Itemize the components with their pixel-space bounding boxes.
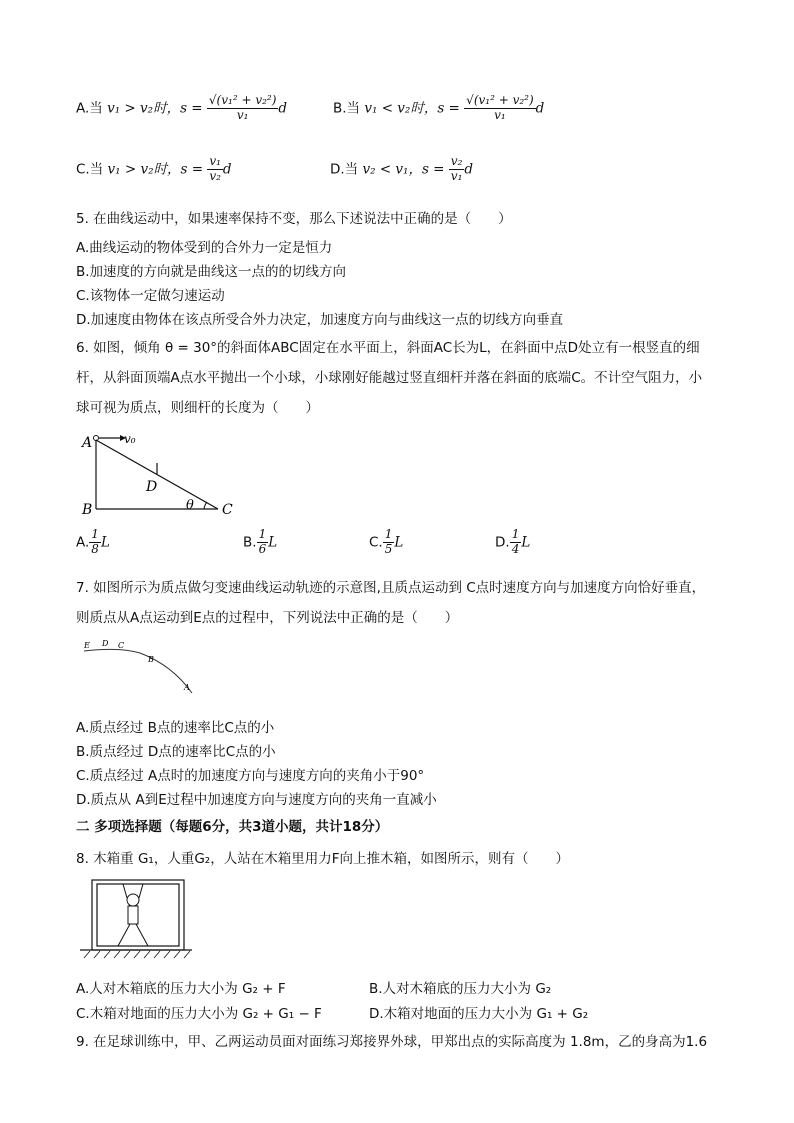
q5-option-b: B.加速度的方向就是曲线这一点的的切线方向 <box>76 264 347 280</box>
traj-label-D: D <box>102 639 109 648</box>
q7-option-b: B.质点经过 D点的速率比C点的小 <box>76 744 276 760</box>
section-heading: 二 多项选择题（每题6分，共3道小题，共计18分） <box>76 819 389 835</box>
q8-option-b: B.人对木箱底的压力大小为 G₂ <box>369 981 552 997</box>
label-v0: v₀ <box>124 432 136 446</box>
q5-stem: 5. 在曲线运动中，如果速率保持不变，那么下述说法中正确的是（ ） <box>76 211 512 227</box>
q8-option-a: A.人对木箱底的压力大小为 G₂ + F <box>76 981 286 997</box>
q6-stem-line1: 6. 如图，倾角 θ = 30°的斜面体ABC固定在水平面上，斜面AC长为L，在斜面中点D处立有一根竖直的细 <box>76 340 700 356</box>
trajectory-figure <box>80 635 210 700</box>
q4-option-b: B.当 v₁ < v₂时，s = $\frac{\text{√(v₁² + v₂²)}}{\text{v₁}}$ d <box>333 93 545 122</box>
traj-label-A: A <box>184 683 190 692</box>
q4-option-d: D.当 v₂ < v₁，s = $\frac{\text{v₂}}{\text{v₁}}$ d <box>330 154 474 183</box>
label-theta: θ <box>186 498 194 513</box>
q6-stem-line3: 球可视为质点，则细杆的长度为（ ） <box>76 400 319 416</box>
q8-option-d: D.木箱对地面的压力大小为 G₁ + G₂ <box>369 1006 589 1022</box>
label-D: D <box>146 479 158 495</box>
q8-option-c: C.木箱对地面的压力大小为 G₂ + G₁ − F <box>76 1006 322 1022</box>
q7-option-d: D.质点从 A到E过程中加速度方向与速度方向的夹角一直减小 <box>76 792 437 808</box>
q5-option-c: C.该物体一定做匀速运动 <box>76 288 225 304</box>
q4-option-c: C.当 v₁ > v₂时，s = $\frac{\text{v₁}}{\text{v₂}}$ d <box>76 154 232 183</box>
label-A: A <box>82 435 93 451</box>
traj-label-B: B <box>148 655 154 664</box>
q6-option-b: B. $\frac{1}{6}$ L <box>243 527 278 556</box>
box-figure <box>80 878 192 960</box>
q7-option-a: A.质点经过 B点的速率比C点的小 <box>76 720 275 736</box>
q4-option-a: A.当 v₁ > v₂时，s = $\frac{\text{√(v₁² + v₂²)}}{\text{v₁}}$ d <box>76 93 288 122</box>
q6-option-c: C. $\frac{1}{5}$ L <box>369 527 404 556</box>
q6-option-d: D. $\frac{1}{4}$ L <box>495 527 531 556</box>
traj-label-C: C <box>118 641 125 650</box>
q7-option-c: C.质点经过 A点时的加速度方向与速度方向的夹角小于90° <box>76 768 425 784</box>
q8-stem: 8. 木箱重 G₁，人重G₂，人站在木箱里用力F向上推木箱，如图所示，则有（ ） <box>76 851 569 867</box>
q7-stem-line1: 7. 如图所示为质点做匀变速曲线运动轨迹的示意图,且质点运动到 C点时速度方向与加速度方向恰好垂直， <box>76 580 706 596</box>
label-B: B <box>82 502 93 518</box>
q5-option-d: D.加速度由物体在该点所受合外力决定，加速度方向与曲线这一点的切线方向垂直 <box>76 312 564 328</box>
q9-stem: 9. 在足球训练中，甲、乙两运动员面对面练习郑接界外球，甲郑出点的实际高度为 1.8m，乙的身高为1.6 <box>76 1034 708 1050</box>
q6-stem-line2: 杆，从斜面顶端A点水平抛出一个小球，小球刚好能越过竖直细杆并落在斜面的底端C。不计空气阻力，小 <box>76 370 703 386</box>
traj-label-E: E <box>84 641 90 650</box>
q6-option-a: A. $\frac{1}{8}$ L <box>76 527 110 556</box>
q5-option-a: A.曲线运动的物体受到的合外力一定是恒力 <box>76 240 333 256</box>
label-C: C <box>222 502 233 518</box>
q7-stem-line2: 则质点从A点运动到E点的过程中，下列说法中正确的是（ ） <box>76 610 459 626</box>
incline-figure <box>76 425 256 520</box>
